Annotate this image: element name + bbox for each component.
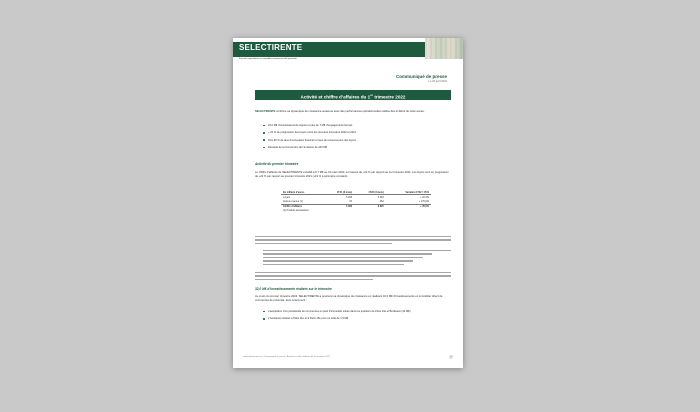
highlights-list [263,124,443,153]
table-header: En milliers d’euros [281,190,323,195]
brand-logo: SELECTIRENTE [239,43,303,52]
header-photo [425,38,463,59]
highlight-item: 32,0 M€ d’investissements signés et plus de 7 M€ d’engagements fermes [263,124,443,127]
table-cell: 5 300 [323,204,355,209]
table-header: 1T22 (3 mois) [354,190,386,195]
intro-paragraph [255,110,451,114]
document-footer: www.selectirente.com · Communiqué de presse · Activité et chiffre d’affaires du 1er trimestre 2022 [243,356,330,358]
table-note-row [281,209,431,213]
press-label: Communiqué de presse [395,74,447,79]
table-cell: 6 625 [354,204,386,209]
title-end: trimestre 2022 [373,94,406,100]
activity-paragraph: Le chiffre d’affaires de SELECTIRENTE s’établit à 6,7 M€ au 31 mars 2022, en hausse de +22 % par rapport au 1er trimestre 2021. Les loyers sont en progression de +22 % par rapport au premier trimestre 2021 (+19 % à périmètre constant). [255,171,449,178]
highlight-item: Réussite de la Conversion de l’émission de 240 M€ [263,146,443,149]
table-cell: + 22,3% [420,195,429,199]
investment-item: 2 boutiques situées à Paris 11e et à Paris 15e pour un total de 1,5 M€. [263,317,443,320]
intro-text: confirme sa dynamique de croissance soutenue avec des performances opérationnelles solides dès le début de cette année : [275,110,426,113]
revenue-table [281,190,431,213]
document-title [255,90,451,100]
investment-list [263,310,443,325]
title-main: Activité et chiffre d’affaires du 1 [300,94,371,100]
table-cell: + 170,0% [418,199,429,203]
table-header: 1T21 (3 mois) [323,190,355,195]
body-text-block [255,272,451,282]
highlight-item: Plus 96 % de taux d’occupation financier et taux de recouvrement des loyers [263,139,443,142]
page-number: 1 [450,356,452,358]
section-heading-activity: Activité du premier trimestre [255,162,299,166]
brand-tagline: Foncière spécialisée en immobilier commercial de proximité [239,58,297,60]
table-cell: 6 363 [377,195,384,199]
table-cell: 5 203 [346,195,353,199]
table-cell: + 25,0% [386,204,431,209]
table-cell: 262 [379,199,384,203]
table-note: (1) Produits accessoires [283,209,309,213]
table-header: Variation 1T22 / 1T21 [386,190,431,195]
company-name: SELECTIRENTE [255,110,276,113]
table-cell: Autres revenus (1) [283,199,303,203]
highlight-item: + 22 % de progression des loyers entre les premiers trimestres 2022 et 2021 [263,131,443,134]
investments-paragraph: Au cours du premier trimestre 2022, SELECTIRENTE a poursuivi sa dynamique de croissance en réalisant 32,0 M€ d’investissements en immobilier direct de commerces de proximité, dont notamment : [255,295,443,302]
body-bullet-block [263,250,451,267]
title-sup: er [370,93,374,97]
press-date: Le 26 avril 2022 [428,80,447,83]
table-cell: 97 [349,199,353,203]
table-cell: Chiffre d’affaires [281,204,323,209]
press-release-document [233,38,463,368]
table-cell: Loyers [283,195,291,199]
body-text-block [255,236,451,246]
investment-item: L’acquisition d’un portefeuille de commerces en pied d’immeuble situés dans les quartiers de Paris 10e et Bordeaux (34 M€) [263,310,443,313]
section-heading-investments: 32,0 M€ d’investissements réalisés sur le trimestre [255,287,332,291]
